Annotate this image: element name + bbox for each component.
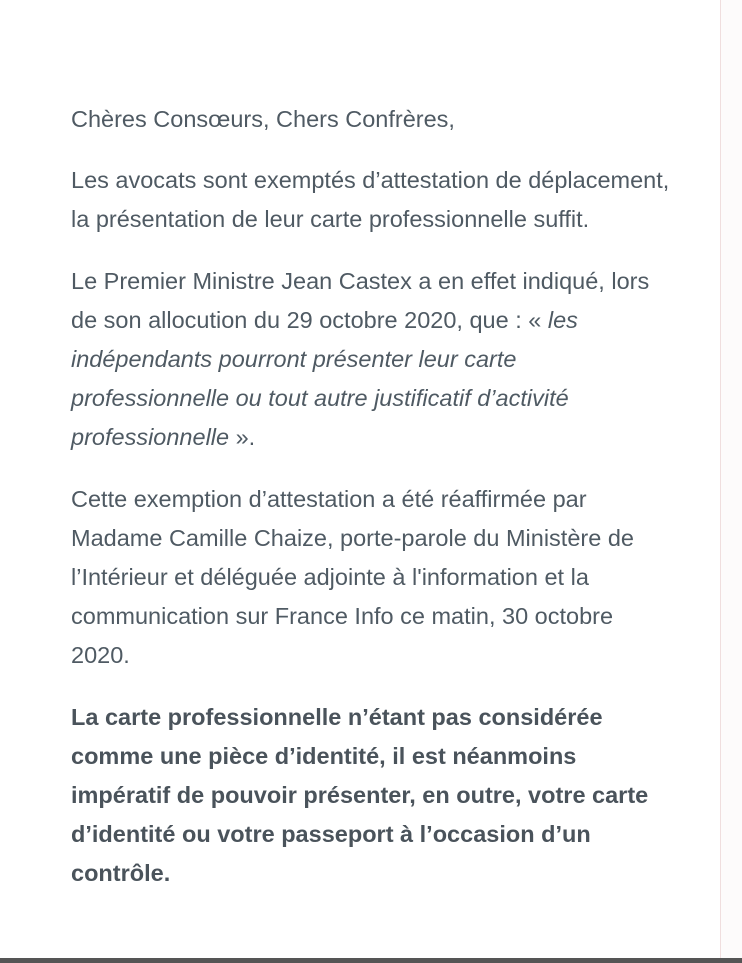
quote-text: les indépendants pourront présenter leur carte professionnelle ou tout autre justificatif d’activité professionnelle <box>71 307 578 450</box>
greeting: Chères Consœurs, Chers Confrères, <box>71 106 455 132</box>
paragraph-prime-minister-intro: Le Premier Ministre Jean Castex a en effet indiqué, lors de son allocution du 29 octobre 2020, que : « <box>71 268 650 333</box>
document-body <box>71 100 671 916</box>
paragraph-identity-warning: La carte professionnelle n’étant pas considérée comme une pièce d’identité, il est néanmoins impératif de pouvoir présenter, en outre, votre carte d’identité ou votre passeport à l’occasion d’un contrôle. <box>71 704 649 886</box>
right-border-divider <box>720 0 721 958</box>
paragraph-prime-minister-outro: ». <box>229 424 256 450</box>
paragraph-reaffirmation: Cette exemption d’attestation a été réaffirmée par Madame Camille Chaize, porte-parole du Ministère de l’Intérieur et déléguée adjointe à l'information et la communication sur France Info ce matin, 30 octobre 2020. <box>71 486 634 668</box>
paragraph-prime-minister <box>71 262 671 457</box>
paragraph-exemption: Les avocats sont exemptés d’attestation de déplacement, la présentation de leur carte professionnelle suffit. <box>71 167 670 232</box>
bottom-scroll-edge <box>0 958 742 963</box>
right-gutter <box>721 0 742 958</box>
